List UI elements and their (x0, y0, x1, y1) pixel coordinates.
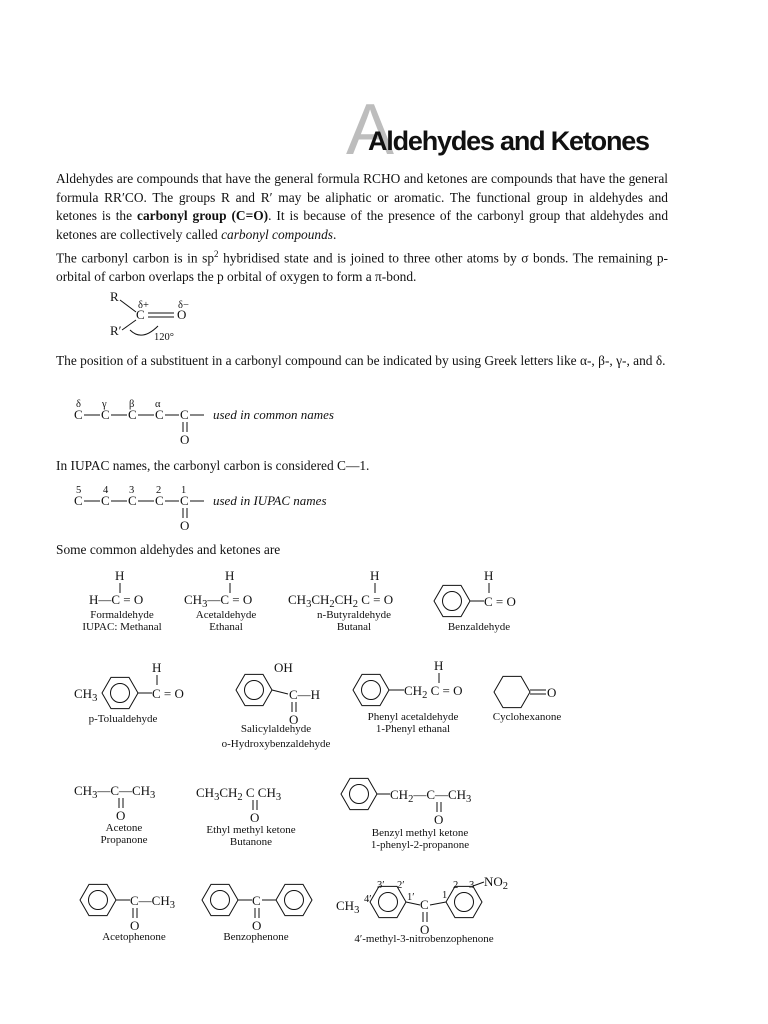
svg-text:C: C (74, 407, 83, 422)
r-prime-label: R′ (110, 323, 122, 338)
compound-name: Cyclohexanone (492, 711, 562, 723)
svg-text:CH3CH2CH2 C = O: $CH_3CH_2CH_2$ C = O (288, 592, 394, 610)
svg-text:C: C (101, 407, 110, 422)
svg-text:2′: 2′ (397, 880, 405, 891)
intro-paragraph (56, 170, 668, 244)
intro-text-1: Aldehydes are compounds that have the general formula RCHO and ketones are compounds that have the general formula RR′CO. The groups R and R′ may be aliphatic or aromatic. The functional group in aldehydes and ketones is the (56, 171, 668, 224)
svg-text:C: C (101, 493, 110, 508)
compound-iupac: 1-Phenyl ethanal (375, 723, 451, 735)
phenylacetaldehyde-structure (353, 658, 462, 706)
acetone-structure (74, 783, 155, 823)
svg-text:O: O (547, 685, 557, 700)
greek-label: β (129, 399, 135, 410)
compound-name: Phenyl acetaldehyde (367, 711, 459, 723)
compound-iupac: IUPAC: Methanal (82, 621, 162, 633)
svg-text:4′: 4′ (364, 894, 372, 905)
svg-text:2: 2 (453, 880, 459, 891)
svg-text:3: 3 (469, 880, 475, 891)
number-label: 1 (181, 485, 187, 496)
greek-labels (76, 399, 161, 410)
svg-text:CH3—C = O: $CH_3—C = O$ (184, 592, 253, 610)
svg-text:CH3—C—CH3: $CH_3—C—CH_3$ (74, 783, 156, 801)
compound-name: Formaldehyde (90, 609, 154, 621)
greek-chain-diagram (70, 394, 390, 448)
chapter-letter: A (346, 90, 395, 170)
svg-text:C = O: C = O (484, 594, 516, 609)
number-label: 3 (129, 485, 135, 496)
number-label: 5 (76, 485, 82, 496)
svg-text:O: O (130, 918, 140, 933)
compound-name: Ethyl methyl ketone (206, 824, 296, 836)
svg-text:CH3: $CH_3$ (336, 898, 360, 916)
hybrid-paragraph (56, 245, 668, 287)
salicylaldehyde-structure (236, 660, 320, 727)
svg-text:C—H: C—H (289, 687, 321, 702)
svg-text:H: H (115, 568, 125, 583)
c-label: C (136, 307, 145, 322)
svg-text:H: H (370, 568, 380, 583)
compound-iupac: o-Hydroxybenzaldehyde (221, 738, 331, 750)
svg-text:H: H (152, 660, 162, 675)
compound-name: 4′-methyl-3-nitrobenzophenone (354, 933, 494, 945)
svg-text:H: H (484, 568, 494, 583)
intro-italic: carbonyl compounds (221, 226, 334, 242)
numbered-chain-diagram (70, 480, 390, 534)
page-title: Aldehydes and Ketones (368, 126, 649, 156)
butyraldehyde-structure (288, 568, 393, 610)
svg-text:O: O (289, 712, 299, 727)
compound-name: p-Tolualdehyde (88, 713, 158, 725)
compound-name: Acetaldehyde (195, 609, 257, 621)
greek-chain-note: used in common names (213, 407, 334, 422)
position-paragraph: The position of a substituent in a carbonyl compound can be indicated by using Greek letters like α-, β-, γ-, and δ. (56, 353, 666, 368)
svg-text:NO2: $NO_2$ (484, 874, 509, 892)
svg-text:H—C = O: H—C = O (89, 592, 144, 607)
hybrid-text-2: hybridised state and is joined to three other atoms by σ bonds. The remaining p-orbital of carbon overlaps the p orbital of oxygen to form a π-bond. (56, 250, 668, 285)
svg-text:O: O (250, 810, 260, 825)
benzylmethylketone-structure (341, 778, 471, 827)
compound-name: n-Butyraldehyde (317, 609, 391, 621)
intro-text-2: . It is because of the presence of the carbonyl group that aldehydes and ketones are collectively called (56, 208, 669, 242)
svg-text:O: O (180, 432, 190, 447)
svg-text:CH2 C = O: $CH_2$ C = O (404, 683, 463, 701)
ethylmethylketone-structure (196, 785, 281, 825)
number-label: 2 (156, 485, 162, 496)
svg-text:1′: 1′ (407, 892, 415, 903)
svg-text:C = O: C = O (152, 686, 184, 701)
svg-text:O: O (180, 518, 190, 533)
svg-text:CH3CH2 C CH3: $CH_3CH_2$ C $CH_3$ (196, 785, 282, 803)
compound-iupac: Butanal (336, 621, 372, 633)
svg-text:CH2—C—CH3: $CH_2—C—CH_3$ (390, 787, 472, 805)
svg-text:1: 1 (442, 890, 448, 901)
carbon-chain (74, 493, 204, 533)
r-label: R (110, 289, 119, 304)
svg-text:C: C (180, 407, 189, 422)
bond-r-prime (122, 320, 136, 330)
svg-text:CH3: $CH_3$ (74, 686, 98, 704)
greek-label: δ (76, 399, 81, 410)
svg-text:C: C (74, 493, 83, 508)
svg-text:O: O (434, 812, 444, 827)
svg-text:C: C (155, 493, 164, 508)
svg-text:OH: OH (274, 660, 293, 675)
hybrid-text-1: The carbonyl carbon is in sp (56, 250, 215, 266)
bond-r (120, 300, 136, 312)
svg-text:C—CH3: $C—CH_3$ (130, 893, 175, 911)
formaldehyde-structure (89, 568, 143, 607)
delta-plus: δ+ (138, 300, 149, 311)
number-label: 4 (103, 485, 109, 496)
compound-name: Benzophenone (223, 931, 289, 943)
iupac-paragraph: In IUPAC names, the carbonyl carbon is considered C—1. (56, 458, 370, 473)
svg-text:O: O (252, 918, 262, 933)
chapter-header (346, 90, 676, 170)
svg-text:O: O (420, 922, 430, 937)
compound-name: Acetophenone (102, 931, 166, 943)
hybrid-sup: 2 (214, 249, 219, 259)
intro-text-3: . (333, 226, 337, 242)
greek-label: γ (102, 399, 107, 410)
svg-text:C: C (155, 407, 164, 422)
compound-iupac: Propanone (100, 834, 148, 846)
greek-label: α (155, 399, 161, 410)
o-label: O (177, 307, 187, 322)
nitrobenzophenone-structure (336, 874, 508, 937)
angle-label: 120° (154, 332, 174, 343)
numbered-chain-note: used in IUPAC names (213, 493, 327, 508)
svg-text:O: O (116, 808, 126, 823)
svg-text:C: C (180, 493, 189, 508)
compound-iupac: 1-phenyl-2-propanone (370, 839, 470, 851)
benzophenone-structure (202, 884, 312, 933)
compound-name: Benzaldehyde (447, 621, 511, 633)
svg-text:3′: 3′ (377, 880, 385, 891)
svg-text:C: C (420, 897, 429, 912)
compound-iupac: Ethanal (209, 621, 243, 633)
delta-minus: δ− (178, 300, 189, 311)
svg-text:H: H (434, 658, 444, 673)
svg-text:C: C (128, 407, 137, 422)
common-compounds-heading: Some common aldehydes and ketones are (56, 542, 281, 557)
acetophenone-structure (80, 884, 175, 933)
compound-iupac: Butanone (229, 836, 273, 848)
compound-name: Salicylaldehyde (240, 723, 312, 735)
benzaldehyde-structure (434, 568, 516, 617)
svg-text:C: C (128, 493, 137, 508)
svg-text:H: H (225, 568, 235, 583)
svg-text:C: C (252, 893, 261, 908)
tolualdehyde-structure (74, 660, 184, 709)
carbon-chain (74, 407, 204, 447)
intro-bold: carbonyl group (C=O) (137, 208, 269, 224)
carbonyl-diagram (100, 286, 210, 348)
cyclohexanone-structure (494, 676, 556, 707)
compound-name: Acetone (105, 822, 143, 834)
compound-name: Benzyl methyl ketone (371, 827, 469, 839)
acetaldehyde-structure (184, 568, 252, 610)
compound-structures (0, 560, 768, 960)
